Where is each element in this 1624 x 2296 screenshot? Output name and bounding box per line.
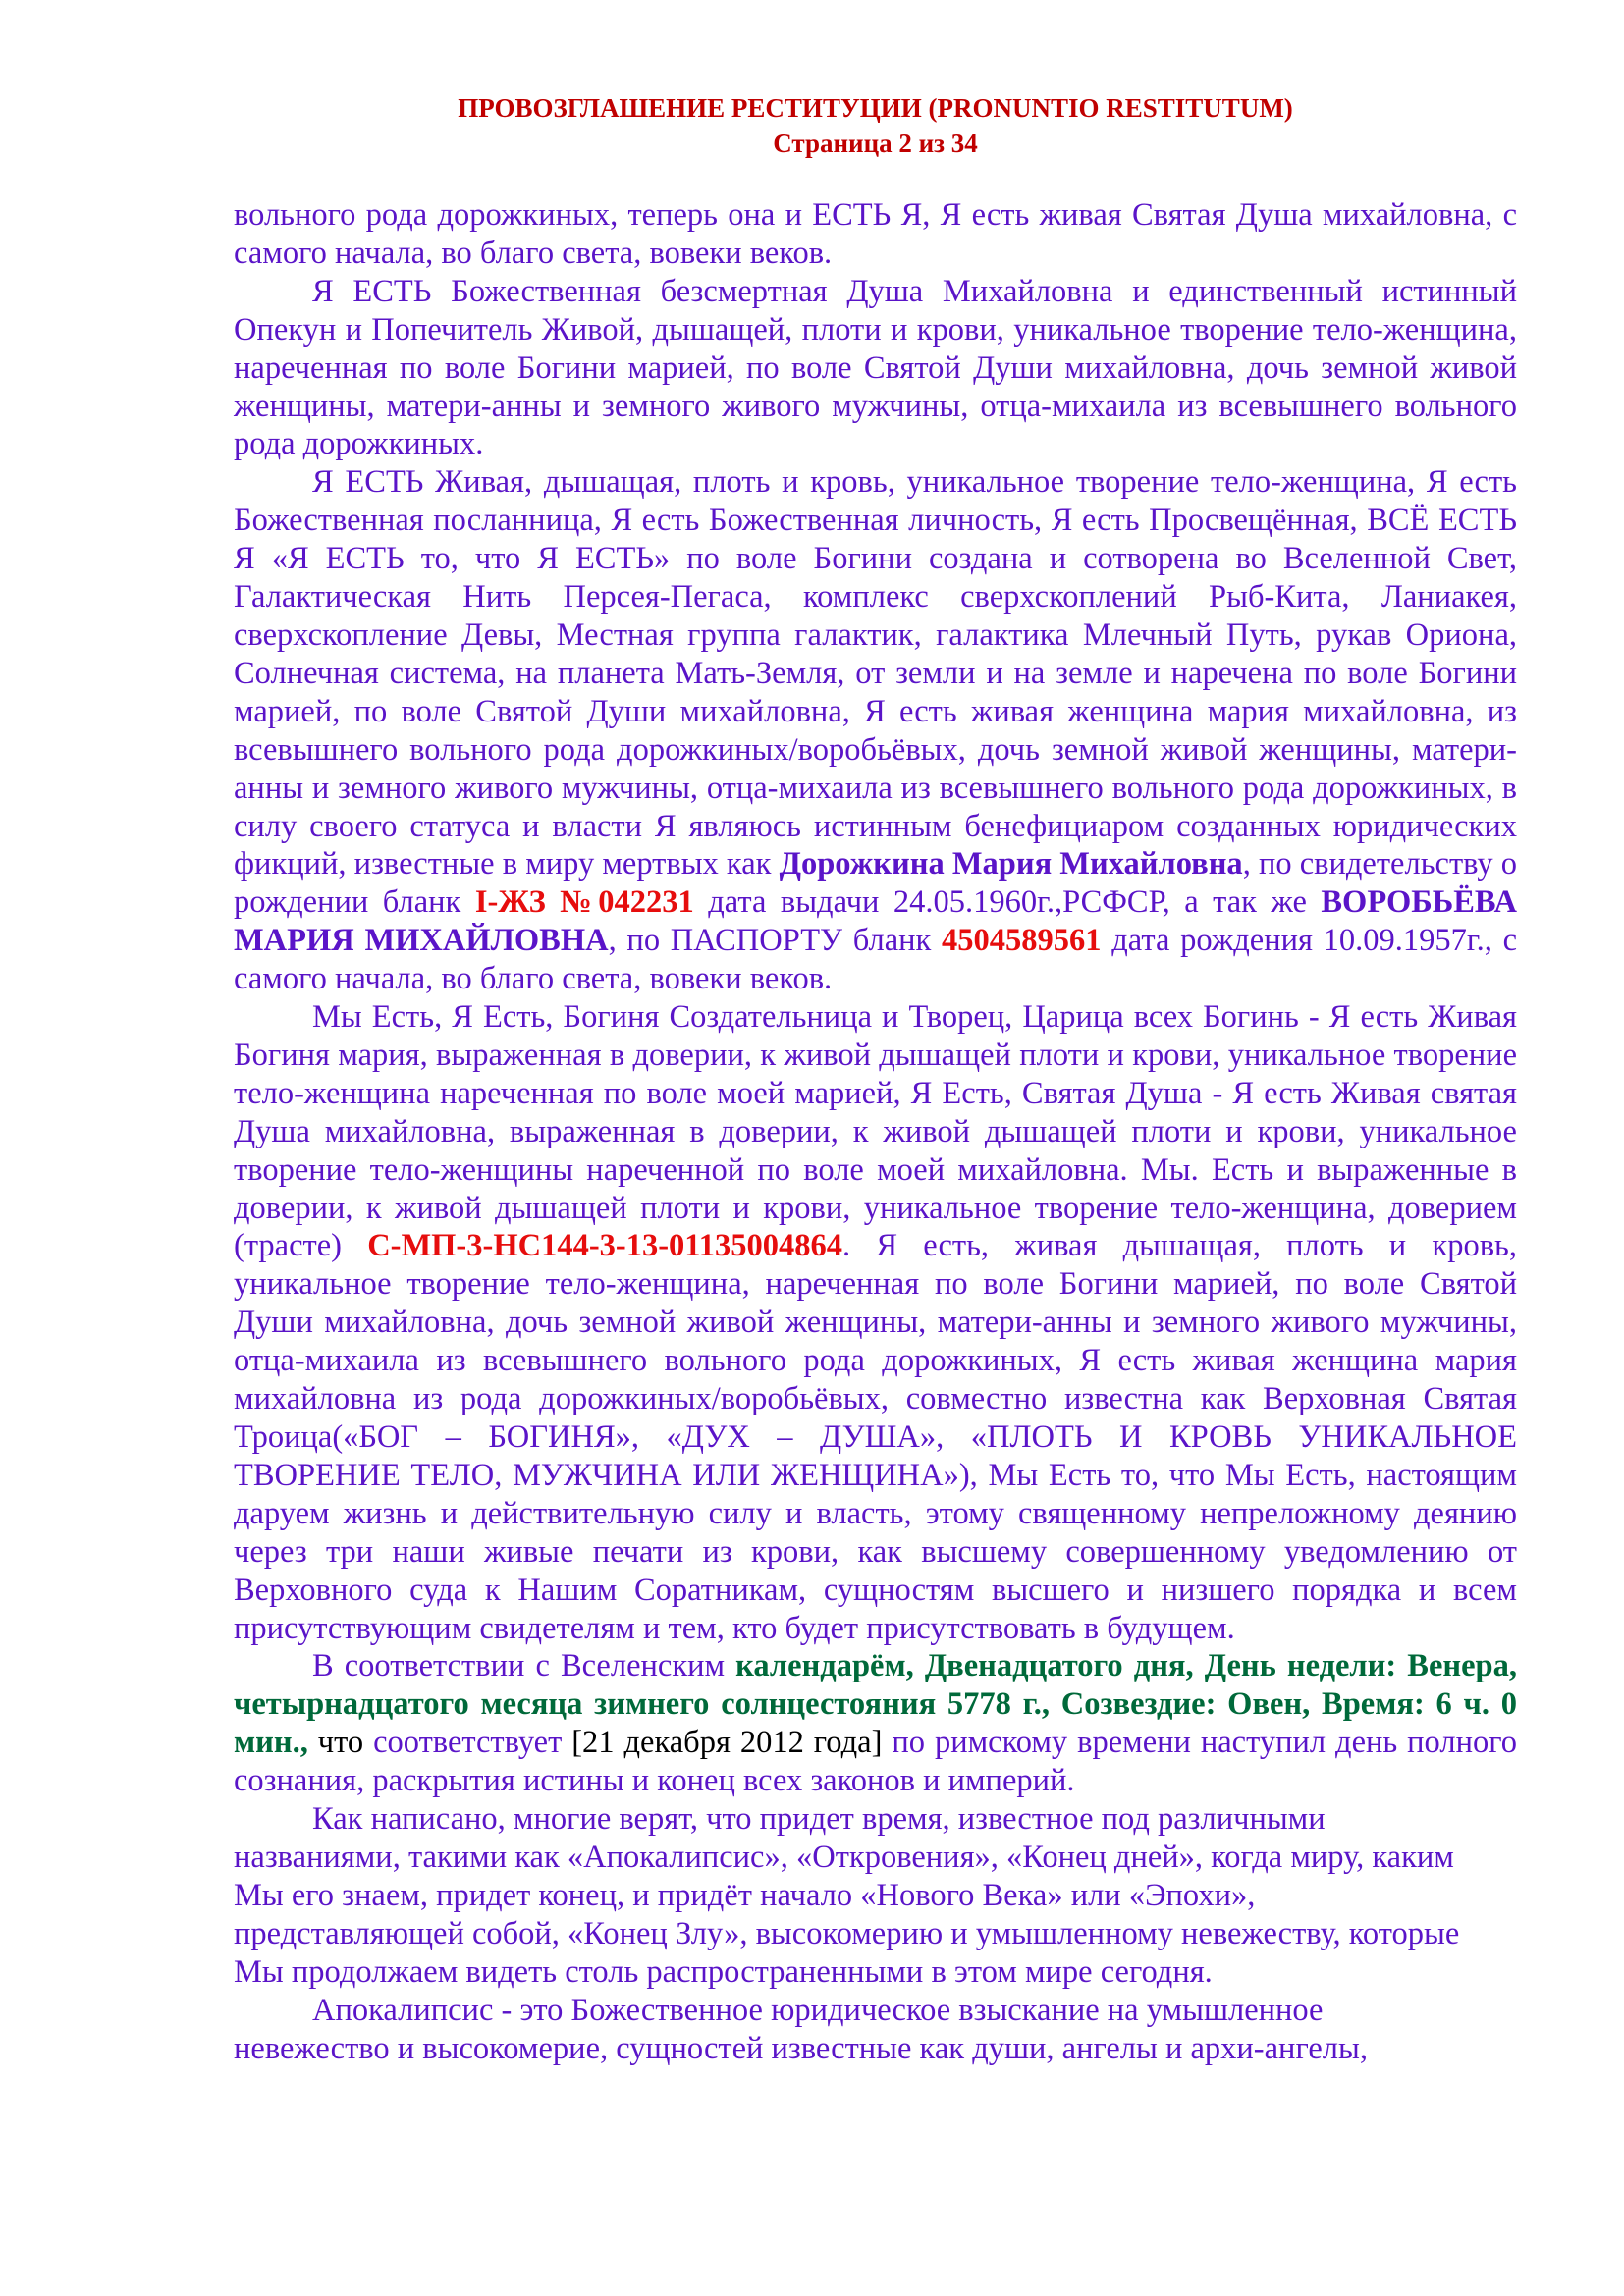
- paragraph: [234, 1800, 1517, 1992]
- text-line: невежество и высокомерие, сущностей известные как души, ангелы и архи-ангелы,: [234, 2030, 1368, 2066]
- text-line: названиями, такими как «Апокалипсис», «Откровения», «Конец дней», когда миру, каким: [234, 1839, 1454, 1875]
- highlighted-number: С-МП-3-НС144-3-13-01135004864: [367, 1228, 843, 1264]
- page-header: [234, 90, 1517, 161]
- paragraph: [234, 998, 1517, 1647]
- document-body: [234, 196, 1517, 2067]
- text-segment: Мы Есть, Я Есть, Богиня Создательница и Творец, Царица всех Богинь - Я есть Живая Богиня мария, выраженная в доверии, к живой дышащей плоти и крови, уникальное творение тело-женщина нареченная по воле моей марией, Я Есть, Святая Душа - Я есть Живая святая Душа михайловна, выраженная в доверии, к живой дышащей плоти и крови, уникальное творение тело-женщины нареченной по воле моей михайловна. Мы. Есть и выраженные в доверии, к живой дышащей плоти и крови, уникальное творение тело-женщина, доверием (трасте): [234, 999, 1517, 1264]
- paragraph: [234, 463, 1517, 998]
- paragraph: [234, 273, 1517, 464]
- text-segment: Я ЕСТЬ Живая, дышащая, плоть и кровь, уникальное творение тело-женщина, Я есть Божественная посланница, Я есть Божественная личность, Я есть Просвещённая, ВСЁ ЕСТЬ Я «Я ЕСТЬ то, что Я ЕСТЬ» по воле Богини создана и сотворена во Вселенной Свет, Галактическая Нить Персея-Пегаса, комплекс сверхскоплений Рыб-Кита, Ланиакея, сверхскопление Девы, Местная группа галактик, галактика Млечный Путь, рукав Ориона, Солнечная система, на планета Мать-Земля, от земли и на земле и наречена по воле Богини марией, по воле Святой Души михайловна, Я есть живая женщина мария михайловна, из всевышнего вольного рода дорожкиных/воробьёвых, дочь земной живой женщины, матери-анны и земного живого мужчины, отца-михаила из всевышнего вольного рода дорожкиных, в силу своего статуса и власти Я являюсь истинным бенефициаром созданных юридических фикций, известные в миру мертвых как: [234, 464, 1517, 882]
- text-line: Мы его знаем, придет конец, и придёт начало «Нового Века» или «Эпохи»,: [234, 1877, 1256, 1913]
- text-segment: что: [307, 1725, 374, 1761]
- page-number: Страница 2 из 34: [773, 129, 978, 158]
- document-title: ПРОВОЗГЛАШЕНИЕ РЕСТИТУЦИИ (PRONUNTIO RESTITUTUM): [458, 93, 1293, 123]
- highlighted-number: I-ЖЗ №042231: [474, 884, 694, 921]
- text-segment: В соответствии с Вселенским: [312, 1648, 736, 1684]
- text-segment: соответствует: [373, 1725, 572, 1761]
- text-segment: [21 декабря 2012 года]: [571, 1725, 883, 1761]
- text-segment: , по ПАСПОРТУ бланк: [608, 923, 943, 959]
- text-line: Как написано, многие верят, что придет время, известное под различными: [312, 1801, 1326, 1838]
- text-segment: Я ЕСТЬ Божественная безсмертная Душа Михайловна и единственный истинный Опекун и Попечитель Живой, дышащей, плоти и крови, уникальное творение тело-женщина, нареченная по воле Богини марией, по воле Святой Души михайловна, дочь земной живой женщины, матери-анны и земного живого мужчины, отца-михаила из всевышнего вольного рода дорожкиных.: [234, 273, 1517, 462]
- calendar-date: календарём, Двенадцатого дня, День недели: Венера, четырнадцатого месяца зимнего солнцестояния 5778 г., Созвездие: Овен, Время: 6 ч. 0 мин.,: [234, 1648, 1517, 1761]
- bold-name: Дорожкина Мария Михайловна: [779, 846, 1243, 882]
- text-segment: по римскому времени наступил день полного сознания, раскрытия истины и конец всех законов и империй.: [234, 1725, 1518, 1799]
- text-line: представляющей собой, «Конец Злу», высокомерию и умышленному невежеству, которые: [234, 1915, 1460, 1951]
- paragraph: [234, 1647, 1517, 1800]
- text-line: Апокалипсис - это Божественное юридическое взыскание на умышленное: [312, 1992, 1324, 2028]
- text-segment: дата выдачи 24.05.1960г.,РСФСР, а так же: [693, 884, 1322, 921]
- paragraph: [234, 1992, 1517, 2068]
- bold-name: ВОРОБЬЁВА МАРИЯ МИХАЙЛОВНА: [234, 884, 1518, 959]
- text-line: Мы продолжаем видеть столь распространенными в этом мире сегодня.: [234, 1953, 1213, 1990]
- text-segment: вольного рода дорожкиных, теперь она и ЕСТЬ Я, Я есть живая Святая Душа михайловна, с самого начала, во благо света, вовеки веков.: [234, 197, 1517, 271]
- text-segment: дата рождения 10.09.1957г., с самого начала, во благо света, вовеки веков.: [234, 923, 1517, 997]
- paragraph: [234, 196, 1517, 273]
- text-segment: . Я есть, живая дышащая, плоть и кровь, уникальное творение тело-женщина, нареченная по воле Богини марией, по воле Святой Души михайловна, дочь земной живой женщины, матери-анны и земного живого мужчины, отца-михаила из всевышнего вольного рода дорожкиных, Я есть живая женщина мария михайловна из рода дорожкиных/воробьёвых, совместно известна как Верховная Святая Троица(«БОГ – БОГИНЯ», «ДУХ – ДУША», «ПЛОТЬ И КРОВЬ УНИКАЛЬНОЕ ТВОРЕНИЕ ТЕЛО, МУЖЧИНА ИЛИ ЖЕНЩИНА»), Мы Есть то, что Мы Есть, настоящим даруем жизнь и действительную силу и власть, этому священному непреложному деянию через три наши живые печати из крови, как высшему совершенному уведомлению от Верховного суда к Нашим Соратникам, сущностям высшего и низшего порядка и всем присутствующим свидетелям и тем, кто будет присутствовать в будущем.: [234, 1228, 1517, 1646]
- highlighted-number: 4504589561: [942, 923, 1102, 959]
- text-segment: , по свидетельству о рождении бланк: [234, 846, 1518, 921]
